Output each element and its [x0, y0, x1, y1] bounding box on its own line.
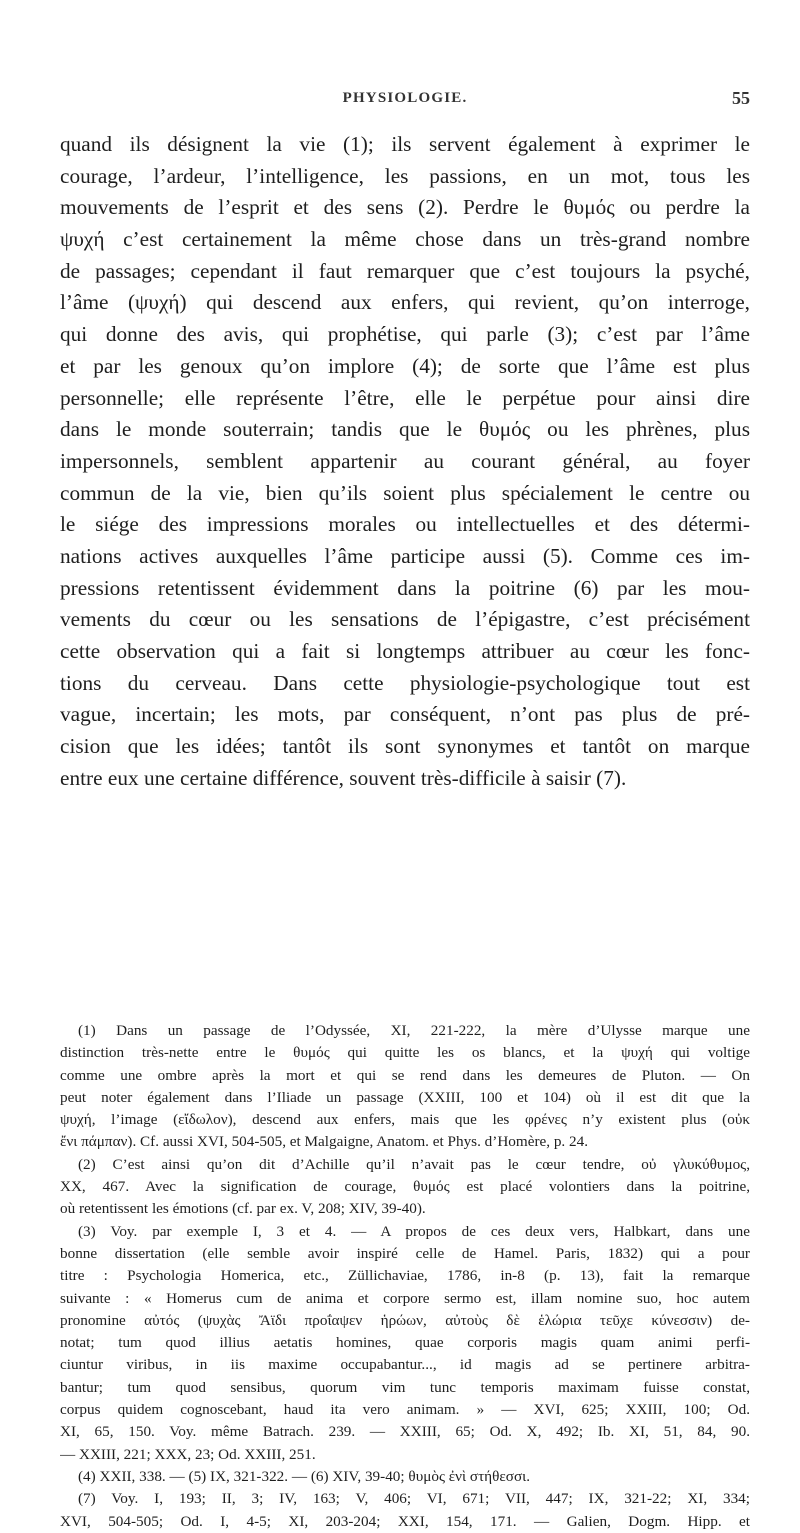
- body-line: quand ils désignent la vie (1); ils servent également à exprimer le: [60, 132, 750, 156]
- body-line: tions du cerveau. Dans cette physiologie-psychologique tout est: [60, 670, 750, 695]
- running-title: PHYSIOLOGIE.: [342, 90, 468, 106]
- body-line: cette observation qui a fait si longtemps attribuer au cœur les fonc-: [60, 639, 750, 663]
- footnote-line: notat; tum quod illius aetatis homines, quae corporis magis quam animi perfi-: [60, 1334, 750, 1352]
- footnote-line: (2) C’est ainsi qu’on dit d’Achille qu’il n’avait pas le cœur tendre, οὐ γλυκύθυμος,: [78, 1155, 750, 1173]
- footnote-line: bantur; tum quod sensibus, quorum vim tunc temporis maximam fuisse constat,: [60, 1378, 750, 1396]
- footnote-line: distinction très-nette entre le θυμός qui quitte les os blancs, et la ψυχή qui voltige: [60, 1044, 750, 1062]
- footnote-line: ψυχή, l’image (εἴδωλον), descend aux enfers, mais que les φρένες n’y existent plus (οὐκ: [60, 1111, 750, 1129]
- footnote-line: ἔνι πάμπαν). Cf. aussi XVI, 504-505, et Malgaigne, Anatom. et Phys. d’Homère, p. 24.: [60, 1133, 589, 1151]
- body-line: le siége des impressions morales ou intellectuelles et des détermi-: [60, 512, 750, 537]
- body-line: nations actives auxquelles l’âme participe aussi (5). Comme ces im-: [60, 543, 750, 568]
- footnote-line: ciuntur viribus, in iis maxime occupabantur..., id magis ad se pertinere arbitra-: [60, 1356, 750, 1374]
- footnote-line: XI, 65, 150. Voy. même Batrach. 239. — XXIII, 65; Od. X, 492; Ib. XI, 51, 84, 90.: [60, 1423, 750, 1441]
- body-line: personnelle; elle représente l’être, elle le perpétue pour ainsi dire: [60, 385, 750, 410]
- footnote-line: où retentissent les émotions (cf. par ex. V, 208; XIV, 39-40).: [60, 1200, 426, 1218]
- footnote-line: peut noter également dans l’Iliade un passage (XXIII, 100 et 104) où il est dit que la: [60, 1088, 750, 1106]
- body-line: impersonnels, semblent appartenir au courant général, au foyer: [60, 448, 750, 473]
- body-line: ψυχή c’est certainement la même chose dans un très-grand nombre: [60, 227, 750, 252]
- footnote-line: (3) Voy. par exemple I, 3 et 4. — A propos de ces deux vers, Halbkart, dans une: [78, 1222, 750, 1240]
- body-line: qui donne des avis, qui prophétise, qui parle (3); c’est par l’âme: [60, 322, 750, 347]
- footnote-line: bonne dissertation (elle semble avoir inspiré celle de Hamel. Paris, 1832) qui a pour: [60, 1244, 750, 1262]
- footnote-line: (4) XXII, 338. — (5) IX, 321-322. — (6) XIV, 39-40; θυμὸς ἐνὶ στήθεσσι.: [78, 1467, 531, 1485]
- footnotes: [60, 1020, 750, 1533]
- footnote-line: titre : Psychologia Homerica, etc., Züllichaviae, 1786, in-8 (p. 13), fait la remarque: [60, 1267, 750, 1285]
- footnote-line: comme une ombre après la mort et qui se rend dans les demeures de Pluton. — On: [60, 1066, 750, 1084]
- body-line: de passages; cependant il faut remarquer que c’est toujours la psyché,: [60, 258, 750, 283]
- footnote-line: XVI, 504-505; Od. I, 4-5; XI, 203-204; XXI, 154, 171. — Galien, Dogm. Hipp. et: [60, 1512, 750, 1530]
- body-line: courage, l’ardeur, l’intelligence, les passions, en un mot, tous les: [60, 163, 750, 188]
- body-text: [60, 129, 750, 794]
- body-line: vements du cœur ou les sensations de l’épigastre, c’est précisément: [60, 607, 750, 632]
- body-line: pressions retentissent évidemment dans la poitrine (6) par les mou-: [60, 575, 750, 600]
- running-head: [60, 90, 750, 114]
- body-line: et par les genoux qu’on implore (4); de sorte que l’âme est plus: [60, 353, 750, 378]
- body-line: commun de la vie, bien qu’ils soient plus spécialement le centre ou: [60, 480, 750, 505]
- footnote-line: (1) Dans un passage de l’Odyssée, XI, 221-222, la mère d’Ulysse marque une: [78, 1022, 750, 1039]
- footnote-line: suivante : « Homerus cum de anima et corpore sermo est, illam nomine suo, hoc autem: [60, 1289, 750, 1307]
- footnote-line: corpus quidem cognoscebant, haud ita vero animam. » — XVI, 625; XXIII, 100; Od.: [60, 1401, 750, 1419]
- body-line: l’âme (ψυχή) qui descend aux enfers, qui revient, qu’on interroge,: [60, 290, 750, 315]
- footnote-line: XX, 467. Avec la signification de courage, θυμός est placé volontiers dans la poitrine,: [60, 1178, 750, 1196]
- footnote-line: (7) Voy. I, 193; II, 3; IV, 163; V, 406; VI, 671; VII, 447; IX, 321-22; XI, 334;: [78, 1490, 750, 1508]
- body-line: entre eux une certaine différence, souvent très-difficile à saisir (7).: [60, 765, 627, 790]
- body-line: cision que les idées; tantôt ils sont synonymes et tantôt on marque: [60, 734, 750, 759]
- footnote-line: pronomine αὐτός (ψυχὰς Ἄϊδι προΐαψεν ἡρώων, αὐτοὺς δὲ ἑλώρια τεῦχε κύνεσσιν) de-: [60, 1311, 750, 1329]
- body-line: vague, incertain; les mots, par conséquent, n’ont pas plus de pré-: [60, 702, 750, 727]
- body-line: mouvements de l’esprit et des sens (2). Perdre le θυμός ou perdre la: [60, 195, 750, 220]
- footnote-line: — XXIII, 221; XXX, 23; Od. XXIII, 251.: [60, 1445, 316, 1463]
- page-number: 55: [732, 88, 750, 108]
- body-line: dans le monde souterrain; tandis que le θυμός ou les phrènes, plus: [60, 417, 750, 442]
